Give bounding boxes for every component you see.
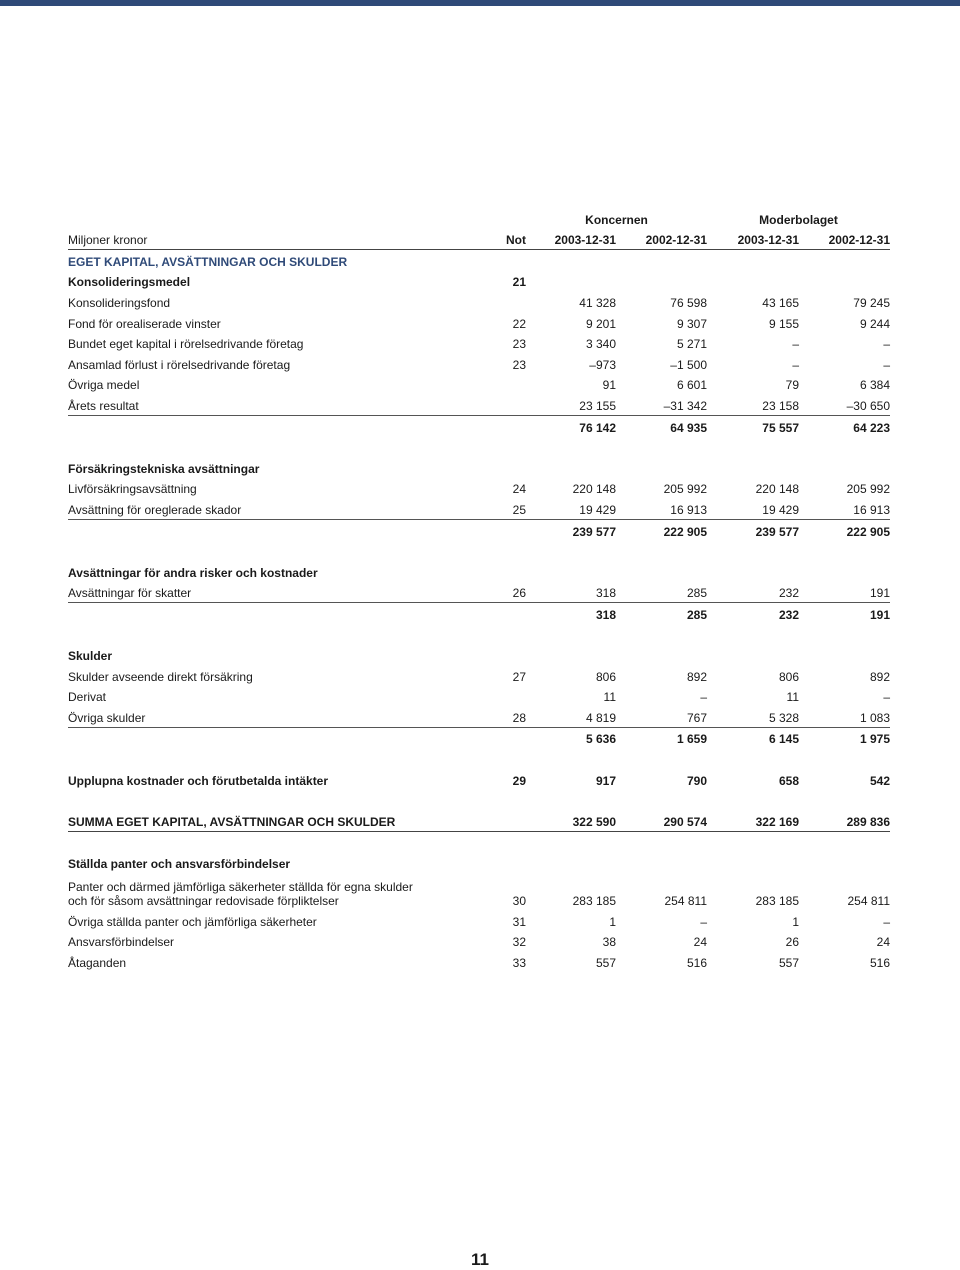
table-row	[68, 374, 890, 395]
value-cell: 9 201	[585, 316, 616, 331]
column-header: 2002-12-31	[645, 233, 707, 248]
row-label: Derivat	[68, 690, 107, 705]
value-cell: 232	[778, 607, 799, 622]
row-label: Avsättningar för andra risker och kostnader	[68, 565, 318, 580]
table-row	[68, 498, 890, 520]
value-cell: 1 659	[676, 732, 707, 747]
column-group-header	[68, 208, 890, 229]
value-cell: –	[792, 337, 799, 352]
row-label: Årets resultat	[68, 398, 139, 413]
value-cell: 38	[602, 935, 616, 950]
value-cell: 41 328	[579, 295, 616, 310]
row-label	[68, 881, 413, 908]
value-cell: 318	[595, 607, 616, 622]
row-label: Konsolideringsmedel	[68, 275, 191, 290]
value-cell: 222 905	[663, 524, 707, 539]
row-label: SUMMA EGET KAPITAL, AVSÄTTNINGAR OCH SKULDER	[68, 814, 396, 829]
note-number: 27	[512, 669, 526, 684]
value-cell: 4 819	[585, 710, 616, 725]
note-number: 26	[512, 586, 526, 601]
note-number: 31	[512, 914, 526, 929]
value-cell: 9 244	[859, 316, 890, 331]
value-cell: 26	[785, 935, 799, 950]
table-body	[68, 250, 890, 972]
value-cell: 283 185	[755, 894, 799, 908]
table-row	[68, 706, 890, 728]
not-header: Not	[506, 233, 526, 248]
value-cell: 290 574	[663, 814, 707, 829]
value-cell: 285	[686, 586, 707, 601]
row-label: Övriga skulder	[68, 710, 146, 725]
value-cell: 790	[686, 773, 707, 788]
row-label-line: och för såsom avsättningar redovisade förpliktelser	[68, 893, 339, 908]
column-header: 2003-12-31	[737, 233, 799, 248]
value-cell: 557	[778, 955, 799, 970]
row-spacer	[68, 748, 890, 769]
column-header-row	[68, 229, 890, 251]
value-cell: 24	[693, 935, 707, 950]
row-label: Skulder avseende direkt försäkring	[68, 669, 253, 684]
table-row	[68, 951, 890, 972]
value-cell: 9 307	[676, 316, 707, 331]
value-cell: 1	[792, 914, 799, 929]
note-number: 28	[512, 710, 526, 725]
value-cell: 3 340	[585, 337, 616, 352]
value-cell: 239 577	[755, 524, 799, 539]
value-cell: –973	[589, 357, 616, 372]
value-cell: –30 650	[846, 398, 890, 413]
row-spacer	[68, 790, 890, 811]
value-cell: –1 500	[670, 357, 707, 372]
row-label: Ansvarsförbindelser	[68, 935, 175, 950]
subtotal-row	[68, 603, 890, 624]
table-row	[68, 931, 890, 952]
value-cell: 24	[876, 935, 890, 950]
value-cell: –	[883, 914, 890, 929]
row-label: Fond för orealiserade vinster	[68, 316, 221, 331]
value-cell: 91	[602, 378, 616, 393]
value-cell: 19 429	[762, 502, 799, 517]
value-cell: 6 145	[768, 732, 799, 747]
value-cell: 283 185	[572, 894, 616, 908]
group-header-koncernen: Koncernen	[585, 212, 648, 227]
value-cell: 76 142	[579, 420, 616, 435]
row-label: Ansamlad förlust i rörelsedrivande företag	[68, 357, 291, 372]
value-cell: 5 636	[585, 732, 616, 747]
row-label: Övriga medel	[68, 378, 140, 393]
note-number: 29	[512, 773, 526, 788]
section-heading	[68, 644, 890, 665]
row-label: Konsolideringsfond	[68, 295, 171, 310]
value-cell: 19 429	[579, 502, 616, 517]
table-row	[68, 478, 890, 499]
value-cell: 5 328	[768, 710, 799, 725]
value-cell: 76 598	[670, 295, 707, 310]
value-cell: 892	[869, 669, 890, 684]
value-cell: 64 223	[853, 420, 890, 435]
value-cell: 11	[786, 690, 799, 705]
value-cell: 79 245	[853, 295, 890, 310]
note-number: 22	[512, 316, 526, 331]
note-number: 33	[512, 955, 526, 970]
value-cell: 191	[869, 607, 890, 622]
column-header: 2003-12-31	[554, 233, 616, 248]
balance-sheet-table	[68, 208, 890, 972]
note-number: 30	[512, 894, 526, 908]
value-cell: 205 992	[846, 482, 890, 497]
value-cell: 254 811	[664, 894, 707, 908]
value-cell: 322 169	[755, 814, 799, 829]
row-label: Avsättning för oreglerade skador	[68, 502, 242, 517]
value-cell: –	[883, 337, 890, 352]
value-cell: 557	[595, 955, 616, 970]
value-cell: 285	[686, 607, 707, 622]
table-row	[68, 333, 890, 354]
row-label-line: Panter och därmed jämförliga säkerheter ställda för egna skulder	[68, 880, 413, 894]
row-label: Bundet eget kapital i rörelsedrivande företag	[68, 337, 304, 352]
table-row	[68, 810, 890, 832]
value-cell: 318	[595, 586, 616, 601]
value-cell: 6 384	[859, 378, 890, 393]
value-cell: –	[883, 690, 890, 705]
value-cell: –	[883, 357, 890, 372]
note-number: 25	[512, 502, 526, 517]
value-cell: 806	[595, 669, 616, 684]
table-row	[68, 686, 890, 707]
table-row	[68, 312, 890, 333]
row-label: Upplupna kostnader och förutbetalda intäkter	[68, 773, 329, 788]
table-row	[68, 665, 890, 686]
table-row	[68, 291, 890, 312]
value-cell: 11	[603, 690, 616, 705]
value-cell: 220 148	[572, 482, 616, 497]
subtotal-row	[68, 520, 890, 541]
section-heading	[68, 271, 890, 292]
row-label: Skulder	[68, 649, 113, 664]
value-cell: 6 601	[676, 378, 707, 393]
value-cell: 917	[595, 773, 616, 788]
note-number: 24	[512, 482, 526, 497]
row-spacer	[68, 541, 890, 562]
top-accent-bar	[0, 0, 960, 6]
value-cell: 322 590	[572, 814, 616, 829]
value-cell: 220 148	[755, 482, 799, 497]
note-number: 23	[512, 337, 526, 352]
row-spacer	[68, 437, 890, 458]
value-cell: 516	[869, 955, 890, 970]
value-cell: 16 913	[853, 502, 890, 517]
row-label: EGET KAPITAL, AVSÄTTNINGAR OCH SKULDER	[68, 254, 348, 269]
table-row	[68, 582, 890, 604]
value-cell: –	[792, 357, 799, 372]
value-cell: 43 165	[762, 295, 799, 310]
value-cell: 64 935	[670, 420, 707, 435]
value-cell: –	[700, 914, 707, 929]
value-cell: 1 083	[859, 710, 890, 725]
value-cell: 23 155	[579, 398, 616, 413]
value-cell: 1 975	[859, 732, 890, 747]
row-label: Ställda panter och ansvarsförbindelser	[68, 857, 291, 871]
value-cell: 542	[869, 773, 890, 788]
value-cell: –	[700, 690, 707, 705]
table-row	[68, 394, 890, 416]
table-row	[68, 873, 890, 910]
unit-label: Miljoner kronor	[68, 233, 148, 248]
note-number: 23	[512, 357, 526, 372]
section-heading	[68, 561, 890, 582]
row-spacer	[68, 624, 890, 645]
value-cell: 254 811	[847, 894, 890, 908]
group-header-moderbolaget: Moderbolaget	[759, 212, 838, 227]
row-spacer	[68, 832, 890, 853]
section-heading	[68, 457, 890, 478]
table-row	[68, 769, 890, 790]
value-cell: 516	[686, 955, 707, 970]
column-header: 2002-12-31	[828, 233, 890, 248]
value-cell: 289 836	[846, 814, 890, 829]
value-cell: 23 158	[762, 398, 799, 413]
value-cell: 75 557	[762, 420, 799, 435]
value-cell: 9 155	[768, 316, 799, 331]
value-cell: 892	[686, 669, 707, 684]
value-cell: 239 577	[572, 524, 616, 539]
row-label: Avsättningar för skatter	[68, 586, 192, 601]
page-number: 11	[471, 1250, 489, 1269]
section-title	[68, 250, 890, 271]
row-label: Försäkringstekniska avsättningar	[68, 461, 260, 476]
value-cell: 232	[778, 586, 799, 601]
row-label: Övriga ställda panter och jämförliga säkerheter	[68, 914, 317, 929]
note-number: 32	[512, 935, 526, 950]
value-cell: 658	[778, 773, 799, 788]
note-number: 21	[512, 275, 526, 290]
table-row	[68, 910, 890, 931]
value-cell: 5 271	[676, 337, 707, 352]
value-cell: 205 992	[663, 482, 707, 497]
row-label: Åtaganden	[68, 955, 127, 970]
value-cell: 1	[609, 914, 616, 929]
value-cell: 79	[785, 378, 799, 393]
subtotal-row	[68, 416, 890, 437]
table-row	[68, 353, 890, 374]
value-cell: 222 905	[846, 524, 890, 539]
row-label: Livförsäkringsavsättning	[68, 482, 197, 497]
value-cell: 16 913	[670, 502, 707, 517]
value-cell: 806	[778, 669, 799, 684]
subtotal-row	[68, 728, 890, 749]
value-cell: 767	[686, 710, 707, 725]
section-heading	[68, 852, 890, 873]
value-cell: 191	[869, 586, 890, 601]
value-cell: –31 342	[663, 398, 707, 413]
